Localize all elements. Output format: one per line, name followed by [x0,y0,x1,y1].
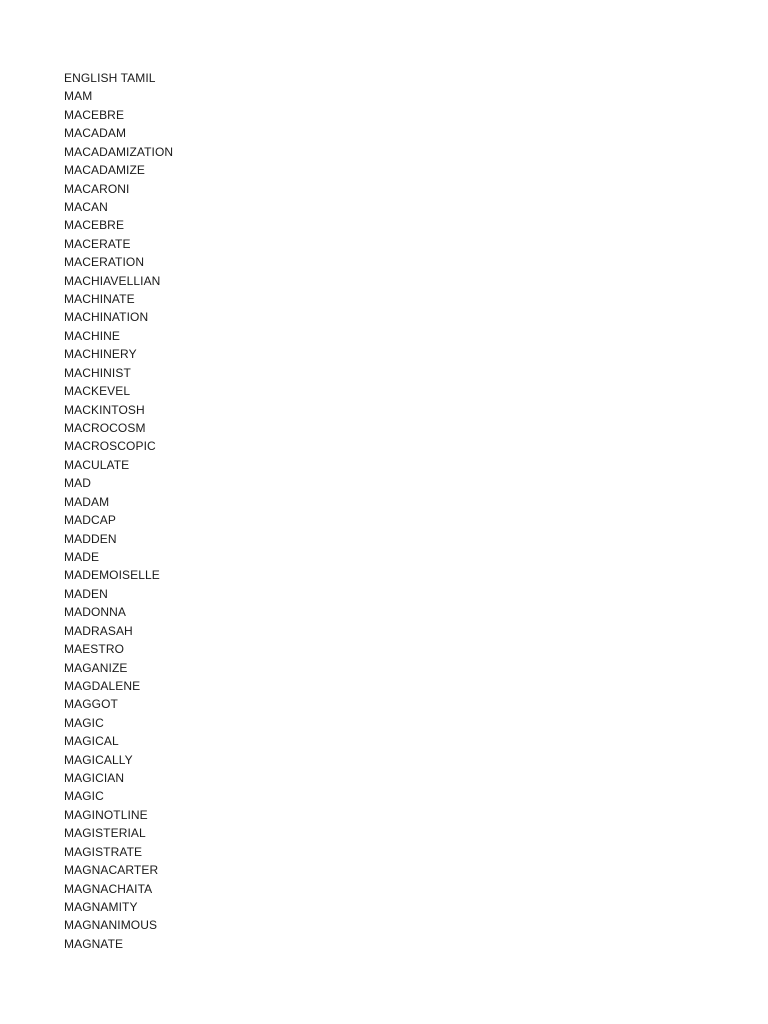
list-item: MACHINATION [64,310,149,325]
list-item: MACHINERY [64,347,137,362]
list-item: MAGINOTLINE [64,807,148,822]
list-item: MADRASAH [64,623,133,638]
list-item: MAM [64,89,93,104]
list-item: MAGIC [64,789,104,804]
list-item: MADE [64,549,100,564]
list-item: MACHINE [64,328,121,343]
list-item: MAESTRO [64,642,125,657]
list-item: MAGNAMITY [64,899,138,914]
list-heading: ENGLISH TAMIL [64,71,156,85]
list-item: MADAM [64,494,110,509]
word-list [64,69,173,953]
list-item: MACROCOSM [64,421,146,436]
list-item: MAGICALLY [64,752,133,767]
list-item: MACERATE [64,236,131,251]
list-item: MACHINIST [64,365,131,380]
list-item: MAGICIAN [64,771,125,786]
list-item: MACAN [64,199,108,214]
list-item: MACKEVEL [64,384,131,399]
list-item: MACROSCOPIC [64,439,156,454]
list-item: MACADAMIZE [64,163,146,178]
list-item: MACADAM [64,126,127,141]
list-item: MACARONI [64,181,130,196]
list-item: MACKINTOSH [64,402,145,417]
list-item: MACEBRE [64,107,125,122]
list-item: MAGNANIMOUS [64,918,158,933]
list-item: MADCAP [64,513,116,528]
list-item: MAGISTERIAL [64,826,146,841]
list-item: MADEN [64,586,108,601]
list-item: MAD [64,476,91,491]
list-item: MADDEN [64,531,117,546]
list-item: MAGNACHAITA [64,881,153,896]
list-item: MACHINATE [64,292,135,307]
list-item: MACERATION [64,255,145,270]
list-item: MADEMOISELLE [64,568,160,583]
list-item: MACULATE [64,457,130,472]
list-item: MAGISTRATE [64,844,143,859]
list-item: MAGIC [64,715,104,730]
list-item: MACADAMIZATION [64,144,174,159]
list-item: MAGNATE [64,936,124,951]
list-item: MADONNA [64,605,127,620]
list-item: MAGDALENE [64,678,141,693]
list-item: MACEBRE [64,218,125,233]
list-item: MAGICAL [64,734,119,749]
list-item: MACHIAVELLIAN [64,273,161,288]
list-item: MAGANIZE [64,660,128,675]
list-item: MAGNACARTER [64,863,159,878]
list-item: MAGGOT [64,697,118,712]
